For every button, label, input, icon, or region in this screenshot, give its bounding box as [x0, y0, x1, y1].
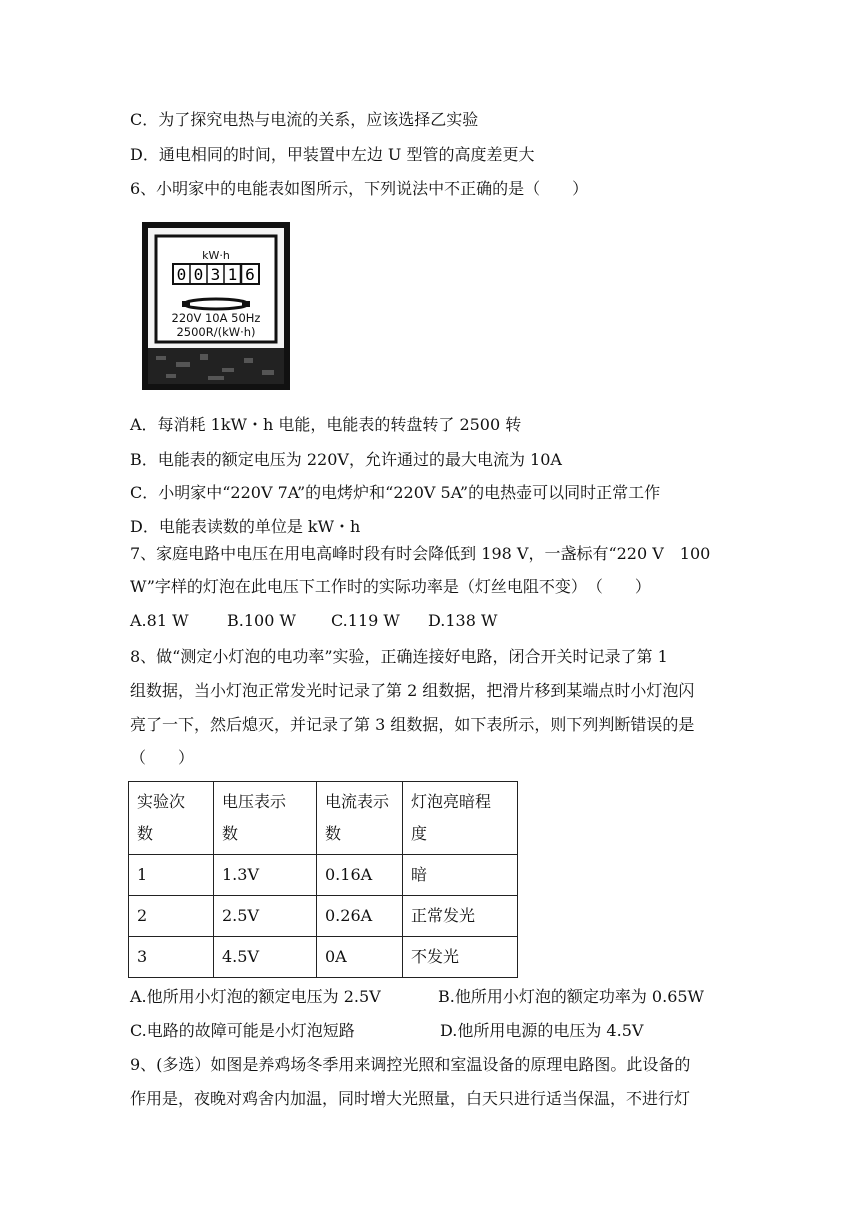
table-cell: 不发光	[403, 937, 518, 978]
q6-option-c: C．小明家中“220V 7A”的电烤炉和“220V 5A”的电热壶可以同时正常工作	[130, 483, 661, 502]
meter-digit: 6	[245, 265, 255, 284]
q7-stem-line1: 7、家庭电路中电压在用电高峰时段有时会降低到 198 V，一盏标有“220 V 100	[130, 544, 711, 563]
meter-digit: 1	[227, 265, 238, 284]
table-header-row	[129, 782, 518, 855]
meter-spec-line1: 220V 10A 50Hz	[171, 311, 261, 325]
q8-option-d: D.他所用电源的电压为 4.5V	[440, 1021, 644, 1040]
experiment-results-table	[128, 781, 518, 978]
q7-option-d: D.138 W	[428, 611, 498, 630]
q5-option-c: C．为了探究电热与电流的关系，应该选择乙实验	[130, 110, 479, 129]
table-cell: 4.5V	[214, 937, 317, 978]
q9-stem-line1: 9、(多选）如图是养鸡场冬季用来调控光照和室温设备的原理电路图。此设备的	[130, 1055, 691, 1074]
table-header-cell: 实验次 数	[129, 782, 214, 855]
table-cell: 正常发光	[403, 896, 518, 937]
table-cell: 1.3V	[214, 855, 317, 896]
table-row	[129, 896, 518, 937]
table-header-cell: 电压表示 数	[214, 782, 317, 855]
table-cell: 0.16A	[317, 855, 403, 896]
table-header-cell: 电流表示 数	[317, 782, 403, 855]
q7-option-a: A.81 W	[130, 611, 189, 630]
q8-option-b: B.他所用小灯泡的额定功率为 0.65W	[438, 987, 705, 1006]
table-cell: 2.5V	[214, 896, 317, 937]
table-row	[129, 855, 518, 896]
q9-stem-line2: 作用是，夜晚对鸡舍内加温，同时增大光照量，白天只进行适当保温，不进行灯	[130, 1089, 691, 1108]
table-header-cell: 灯泡亮暗程 度	[403, 782, 518, 855]
table-cell: 0A	[317, 937, 403, 978]
table-cell: 暗	[403, 855, 518, 896]
q5-option-d: D．通电相同的时间，甲装置中左边 U 型管的高度差更大	[130, 145, 535, 164]
electric-meter-figure	[142, 222, 290, 390]
q7-option-b: B.100 W	[227, 611, 296, 630]
q8-stem-line2: 组数据，当小灯泡正常发光时记录了第 2 组数据，把滑片移到某端点时小灯泡闪	[130, 681, 695, 700]
meter-digit: 0	[193, 265, 204, 284]
table-cell: 1	[129, 855, 214, 896]
meter-unit-label: kW·h	[202, 249, 230, 262]
q8-stem-line1: 8、做“测定小灯泡的电功率”实验，正确连接好电路，闭合开关时记录了第 1	[130, 647, 668, 666]
meter-digit: 3	[210, 265, 221, 284]
q7-option-c: C.119 W	[331, 611, 400, 630]
q8-stem-line3: 亮了一下，然后熄灭，并记录了第 3 组数据，如下表所示，则下列判断错误的是	[130, 715, 695, 734]
q6-option-a: A．每消耗 1kW・h 电能，电能表的转盘转了 2500 转	[130, 415, 522, 434]
q8-option-c: C.电路的故障可能是小灯泡短路	[130, 1021, 355, 1040]
table-row	[129, 937, 518, 978]
meter-spec-line2: 2500R/(kW·h)	[176, 325, 256, 339]
meter-rotating-disc	[182, 299, 250, 309]
table-cell: 2	[129, 896, 214, 937]
table-cell: 3	[129, 937, 214, 978]
q7-stem-line2: W”字样的灯泡在此电压下工作时的实际功率是（灯丝电阻不变） （ ）	[130, 577, 651, 596]
q6-option-d: D．电能表读数的单位是 kW・h	[130, 517, 361, 536]
meter-digit: 0	[176, 265, 187, 284]
meter-digit-window	[173, 264, 259, 284]
q8-option-a: A.他所用小灯泡的额定电压为 2.5V	[130, 987, 381, 1006]
q6-stem: 6、小明家中的电能表如图所示，下列说法中不正确的是（ ）	[130, 179, 589, 198]
q6-option-b: B．电能表的额定电压为 220V，允许通过的最大电流为 10A	[130, 450, 562, 469]
table-cell: 0.26A	[317, 896, 403, 937]
q8-stem-line4: （ ）	[130, 748, 195, 767]
